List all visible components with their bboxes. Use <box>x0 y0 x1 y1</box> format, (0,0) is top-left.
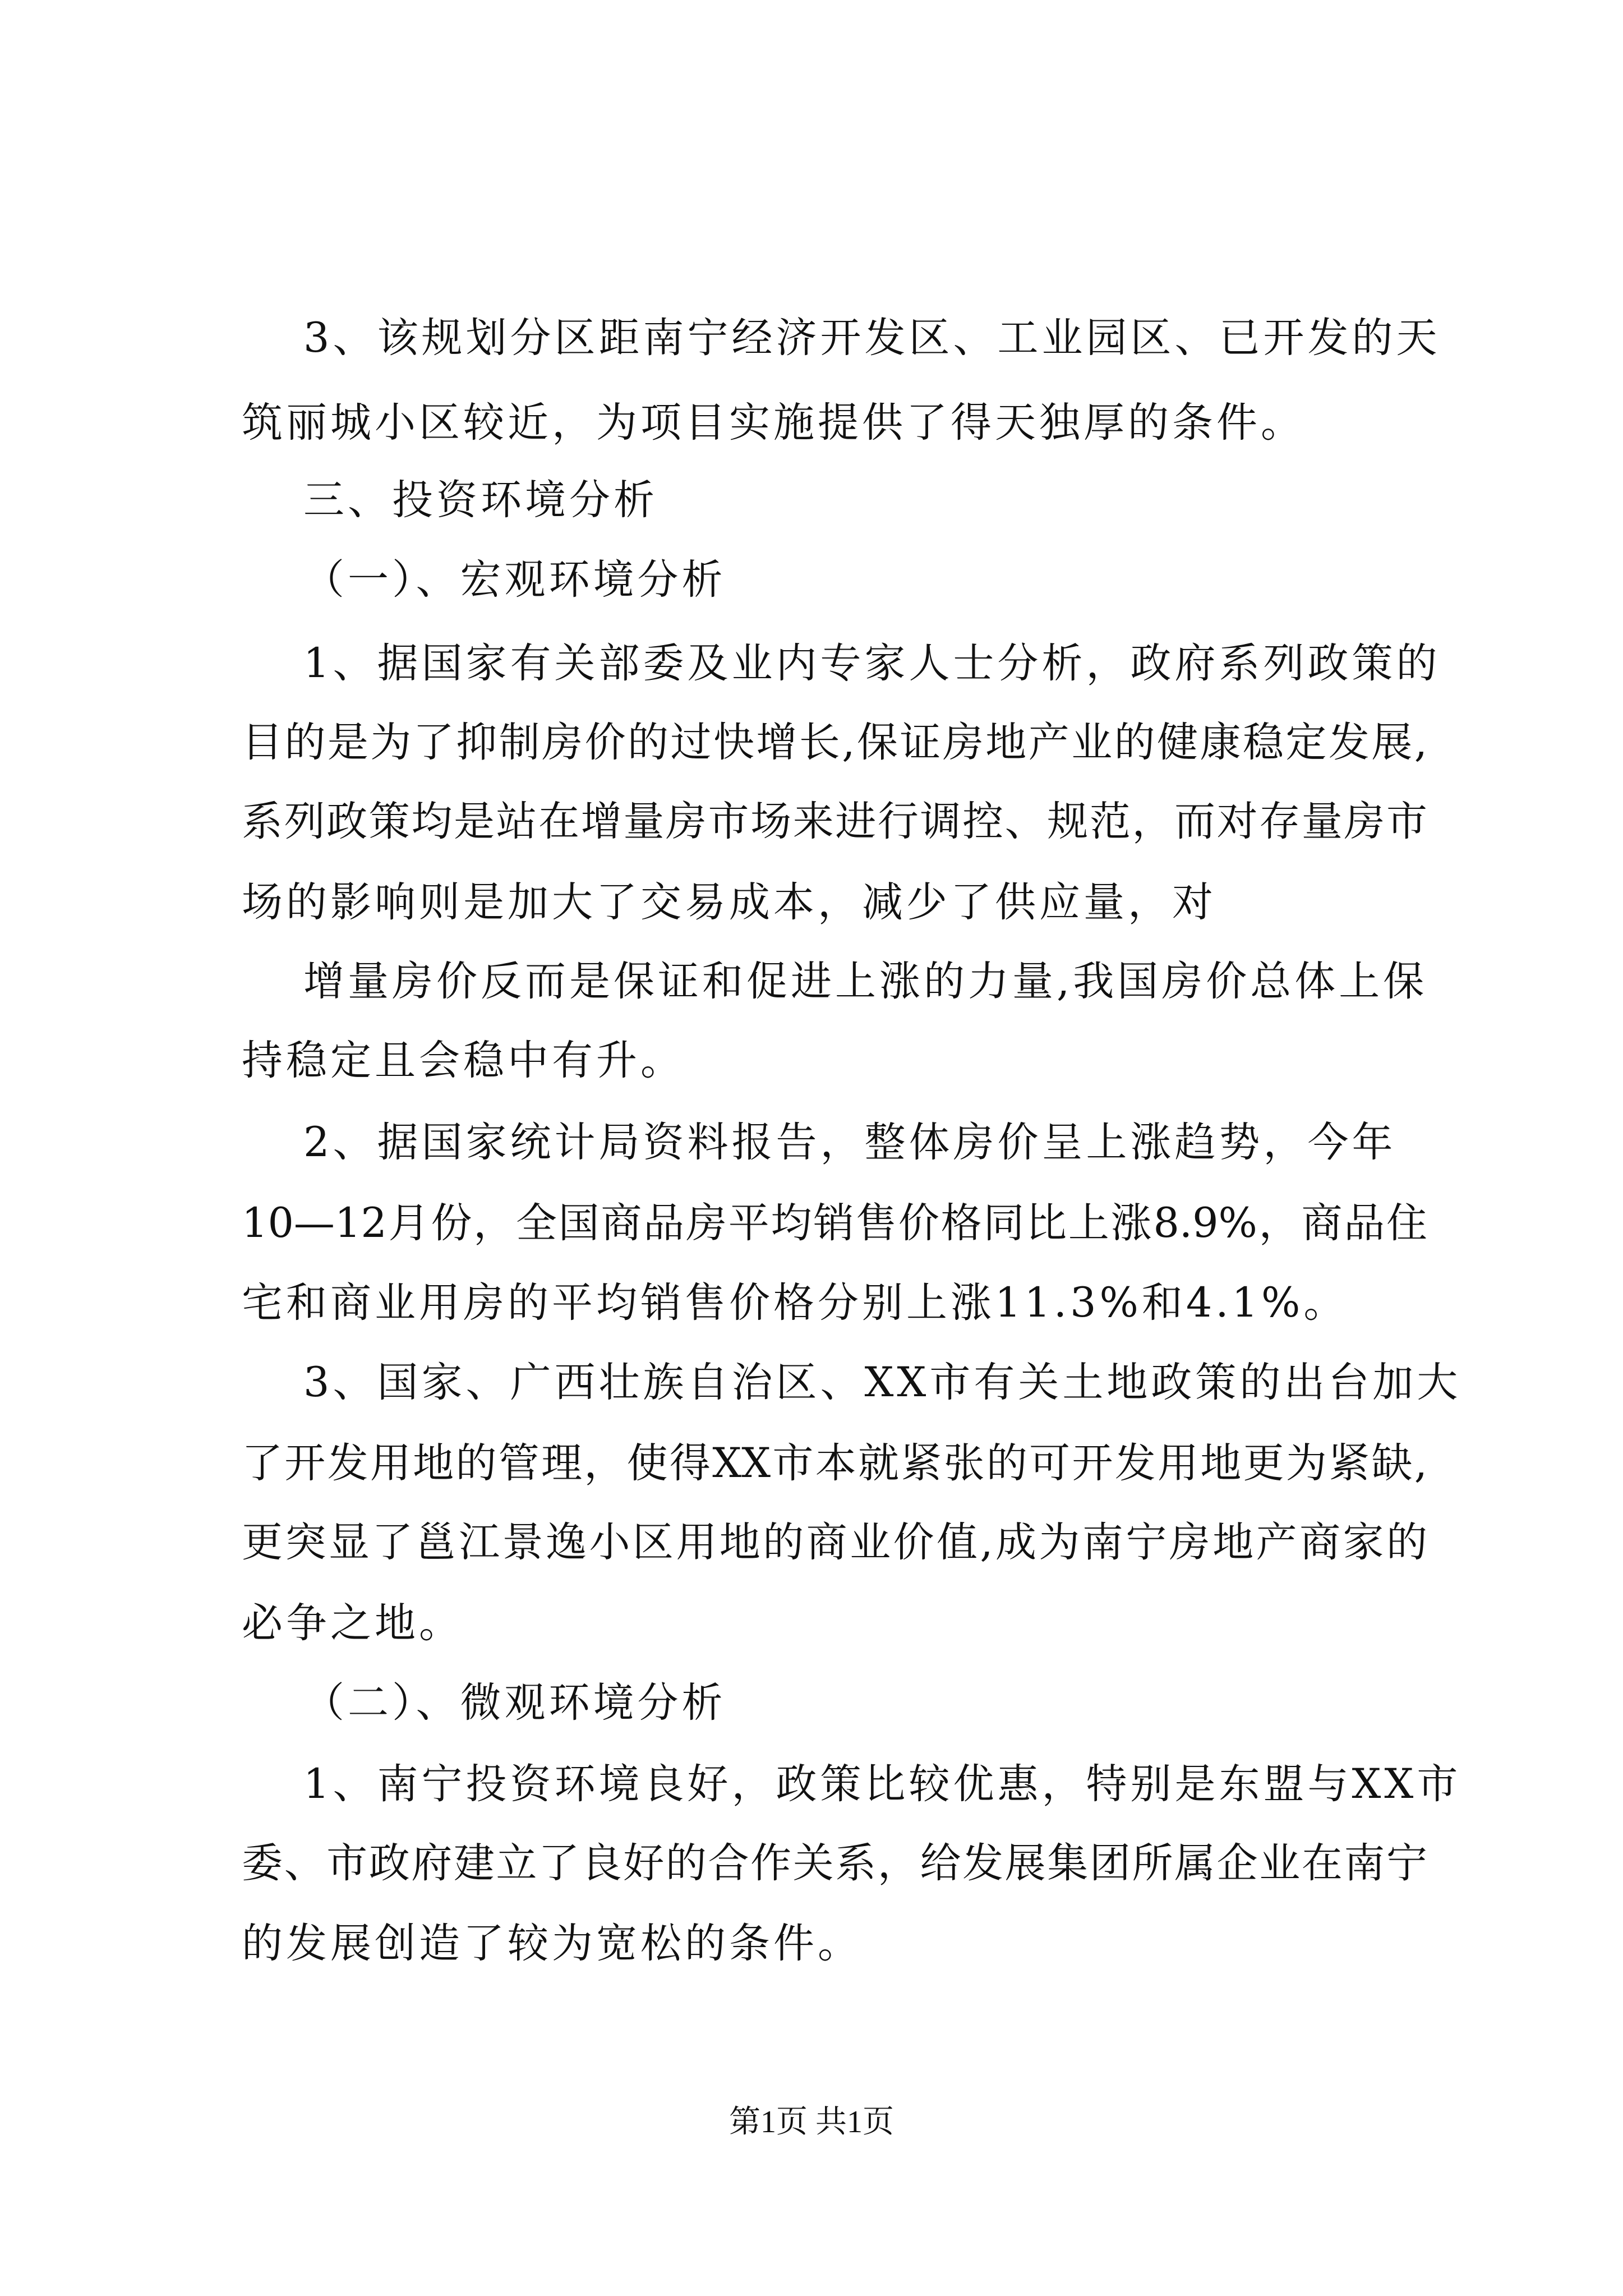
paragraph-line: 持稳定且会稳中有升。 <box>242 1037 685 1084</box>
paragraph-line: 的发展创造了较为宽松的条件。 <box>242 1920 862 1967</box>
paragraph-line: 3、该规划分区距南宁经济开发区、工业园区、已开发的天 <box>303 314 1441 362</box>
paragraph-line: 3、国家、广西壮族自治区、XX市有关土地政策的出台加大 <box>303 1359 1461 1406</box>
section-heading: 三、投资环境分析 <box>303 476 658 524</box>
paragraph-line: 更突显了邕江景逸小区用地的商业价值,成为南宁房地产商家的 <box>242 1519 1427 1566</box>
paragraph-line: 委、市政府建立了良好的合作关系，给发展集团所属企业在南宁 <box>242 1839 1427 1887</box>
paragraph-line: 宅和商业用房的平均销售价格分别上涨11.3%和4.1%。 <box>242 1279 1348 1327</box>
paragraph-line: 筑丽城小区较近，为项目实施提供了得天独厚的条件。 <box>242 399 1305 447</box>
subsection-heading: （一）、宏观环境分析 <box>303 556 726 604</box>
paragraph-line: 系列政策均是站在增量房市场来进行调控、规范，而对存量房市 <box>242 798 1427 845</box>
subsection-heading: （二）、微观环境分析 <box>303 1679 726 1727</box>
paragraph-line: 2、据国家统计局资料报告，整体房价呈上涨趋势，今年 <box>303 1119 1396 1166</box>
paragraph-line: 了开发用地的管理，使得XX市本就紧张的可开发用地更为紧缺, <box>242 1439 1427 1487</box>
paragraph-line: 1、据国家有关部委及业内专家人士分析，政府系列政策的 <box>303 639 1441 687</box>
paragraph-line: 场的影响则是加大了交易成本，减少了供应量，对 <box>242 878 1216 926</box>
page-footer: 第1页 共1页 <box>729 2105 894 2139</box>
paragraph-line: 10—12月份，全国商品房平均销售价格同比上涨8.9%，商品住 <box>242 1199 1427 1247</box>
paragraph-line: 1、南宁投资环境良好，政策比较优惠，特别是东盟与XX市 <box>303 1760 1461 1808</box>
paragraph-line: 增量房价反而是保证和促进上涨的力量,我国房价总体上保 <box>303 958 1428 1005</box>
paragraph-line: 必争之地。 <box>242 1599 463 1647</box>
paragraph-line: 目的是为了抑制房价的过快增长,保证房地产业的健康稳定发展, <box>242 719 1427 766</box>
